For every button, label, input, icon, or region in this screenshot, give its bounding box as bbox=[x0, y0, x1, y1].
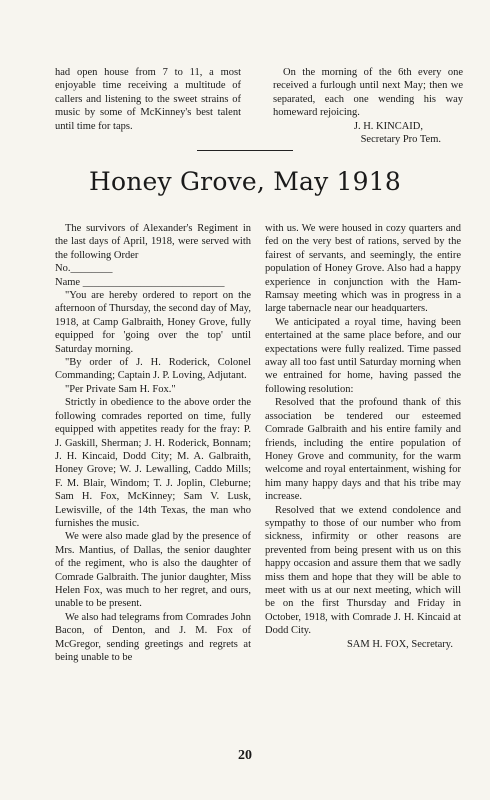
paragraph: On the morning of the 6th every one received a furlough until next May; then we separated, each one wending his way homeward rejoicing. bbox=[273, 67, 463, 119]
paragraph: "Per Private Sam H. Fox." bbox=[65, 383, 176, 395]
page-number: 20 bbox=[238, 748, 252, 763]
paragraph: Strictly in obedience to the above order the following comrades reported on time, fully equipped with appetites ready for the fray: P. J. Gaskill, Sherman; J. H. Roderick, Bonnam; J. H. Kincaid, Dodd City; M. A. Galbraith, Honey Grove; W. J. Lewalling, Caddo Mills; F. M. Blair, Windom; T. J. Joplin, Cleburne; Sam H. Fox, McKinney; Sam V. Lusk, Lewisville, of the 14th Texas, the man who furnishes the music. bbox=[55, 397, 251, 529]
paragraph: Resolved that we extend condolence and sympathy to those of our number who from sickness, infirmity or other reasons are prevented from being present with us on this happy occasion and assure them that we sadly miss them and hope that they will be able to meet with us at our next meeting, which will be on the first Thursday and Friday in October, 1918, with Comrade J. H. Kincaid at Dodd City. bbox=[265, 504, 461, 637]
continued-text-right bbox=[273, 66, 463, 146]
paragraph: "By order of J. H. Roderick, Colonel Commanding; Captain J. P. Loving, Adjutant. bbox=[55, 357, 251, 382]
continued-text-left bbox=[55, 66, 241, 133]
paragraph: The survivors of Alexander's Regiment in the last days of April, 1918, were served with the following Order bbox=[55, 223, 251, 261]
signature-name: J. H. KINCAID, bbox=[353, 120, 423, 132]
signature-title: Secretary Pro Tem. bbox=[360, 134, 441, 146]
paragraph: with us. We were housed in cozy quarters and fed on the very best of rations, served by the fairest of servants, and seemingly, the entire population of Honey Grove. Also had a happy experience in conjunction with the Ham-Ramsay meeting which was in progress in a large tabernacle near our headquarters. bbox=[265, 223, 461, 315]
paragraph: Resolved that the profound thank of this association be tendered our esteemed Comrade Galbraith and his entire family and friends, including the entire population of Honey Grove and community, for the warm welcome and royal entertainment, wishing for him many happy days and that his tribe may increase. bbox=[265, 397, 461, 503]
paragraph: "You are hereby ordered to report on the afternoon of Thursday, the second day of May, 1918, at Camp Galbraith, Honey Grove, fully equipped for 'going over the top' until Saturday morning. bbox=[55, 290, 251, 355]
signature: SAM H. FOX, Secretary. bbox=[346, 638, 453, 650]
section-divider bbox=[197, 150, 293, 151]
section-title: Honey Grove, May 1918 bbox=[88, 167, 401, 196]
left-column bbox=[55, 222, 251, 664]
paragraph: We were also made glad by the presence of Mrs. Mantius, of Dallas, the senior daughter of the regiment, who is also the daughter of Comrade Galbraith. The junior daughter, Miss Helen Fox, was much to her regret, and ours, unable to be present. bbox=[55, 531, 251, 610]
order-number-line: No.________ bbox=[55, 263, 113, 275]
paragraph: had open house from 7 to 11, a most enjoyable time receiving a multitude of callers and listening to the sweet strains of music by some of McKinney's best talent until time for taps. bbox=[55, 67, 241, 132]
paragraph: We anticipated a royal time, having been entertained at the same place before, and our expectations were fully realized. Time passed away all too fast until Saturday morning when we entrained for home, having passed the following resolution: bbox=[265, 316, 461, 395]
order-name-line: Name ___________________________ bbox=[55, 276, 225, 288]
paragraph: We also had telegrams from Comrades John Bacon, of Denton, and J. M. Fox of McGregor, sending greetings and regrets at being unable to be bbox=[55, 611, 251, 663]
right-column bbox=[265, 222, 461, 651]
